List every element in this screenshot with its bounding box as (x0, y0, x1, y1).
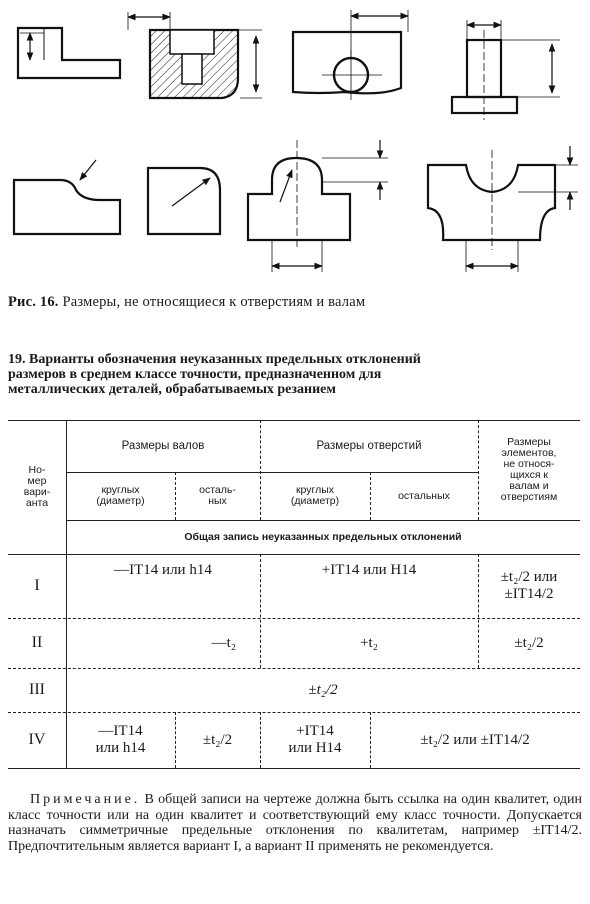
header-hole-other: остальных (398, 489, 450, 502)
row1-shafts: —IT14 или h14 (114, 562, 212, 578)
row4-rest: ±t₂/2 или ±IT14/2 (420, 731, 530, 748)
drawing-concave-radius (14, 160, 120, 234)
table-note (8, 792, 582, 854)
table-title (8, 352, 583, 397)
row3-all: ±t₂/2 (308, 681, 338, 698)
row2-other: ±t₂/2 (514, 634, 544, 651)
drawing-concave-groove (428, 146, 578, 272)
drawing-stud-on-base (452, 20, 560, 120)
drawing-plate-with-hole (293, 10, 408, 100)
row2-shafts: —t₂ (211, 634, 236, 651)
table-title-line-1: 19. Варианты обозначения неуказанных предельных отклонений (8, 352, 421, 367)
row4-shaft-round: —IT14 или h14 (95, 723, 146, 756)
row2-holes: +t₂ (360, 634, 378, 651)
figure-caption-text: Размеры, не относящиеся к отверстиям и валам (62, 294, 366, 310)
drawing-hatched-hole-block (128, 12, 262, 98)
drawing-step-block (18, 28, 120, 78)
row1-other: ±t₂/2 или ±IT14/2 (500, 569, 558, 602)
tolerance-table (8, 420, 580, 768)
row-number: II (31, 634, 43, 651)
dimension-drawings-figure (0, 0, 590, 290)
header-general-notation: Общая запись неуказанных предельных отклонений (184, 530, 462, 543)
row4-hole-round: +IT14 или H14 (288, 723, 342, 756)
row1-holes: +IT14 или H14 (321, 562, 417, 578)
header-shaft-round: круглых (диаметр) (96, 484, 145, 507)
header-hole-round: круглых (диаметр) (290, 484, 340, 507)
figure-caption (8, 294, 583, 311)
drawing-convex-radius (148, 168, 220, 234)
table-title-line-2: размеров в среднем классе точности, предназначенном для (8, 367, 382, 382)
header-shaft-other: осталь- ных (199, 484, 236, 507)
note-text: В общей записи на чертеже должна быть ссылка на один квалитет, один класс точности или на один квалитет и соответствующий ему класс точности. Допускается назначать симметричные предельные отклонения по квалитетам, например ±IT14/2. Предпочтительным является вариант I, а вариант II применять не рекомендуется. (8, 792, 583, 854)
note-lead: Примечание. (30, 792, 141, 807)
row4-shaft-other: ±t₂/2 (202, 731, 233, 748)
table-title-line-3: металлических деталей, обрабатываемых резанием (8, 382, 336, 397)
header-other-elements: Размеры элементов, не относя- щихся к валам и отверстиям (500, 436, 558, 503)
row-number: I (34, 577, 40, 594)
drawing-rounded-boss (248, 140, 388, 272)
header-hole-sizes: Размеры отверстий (316, 440, 422, 452)
header-variant-number: Но- мер вари- анта (23, 464, 51, 509)
row-number: III (29, 681, 45, 698)
header-shaft-sizes: Размеры валов (121, 440, 205, 452)
figure-caption-number: Рис. 16. (8, 294, 59, 310)
row-number: IV (28, 731, 46, 748)
